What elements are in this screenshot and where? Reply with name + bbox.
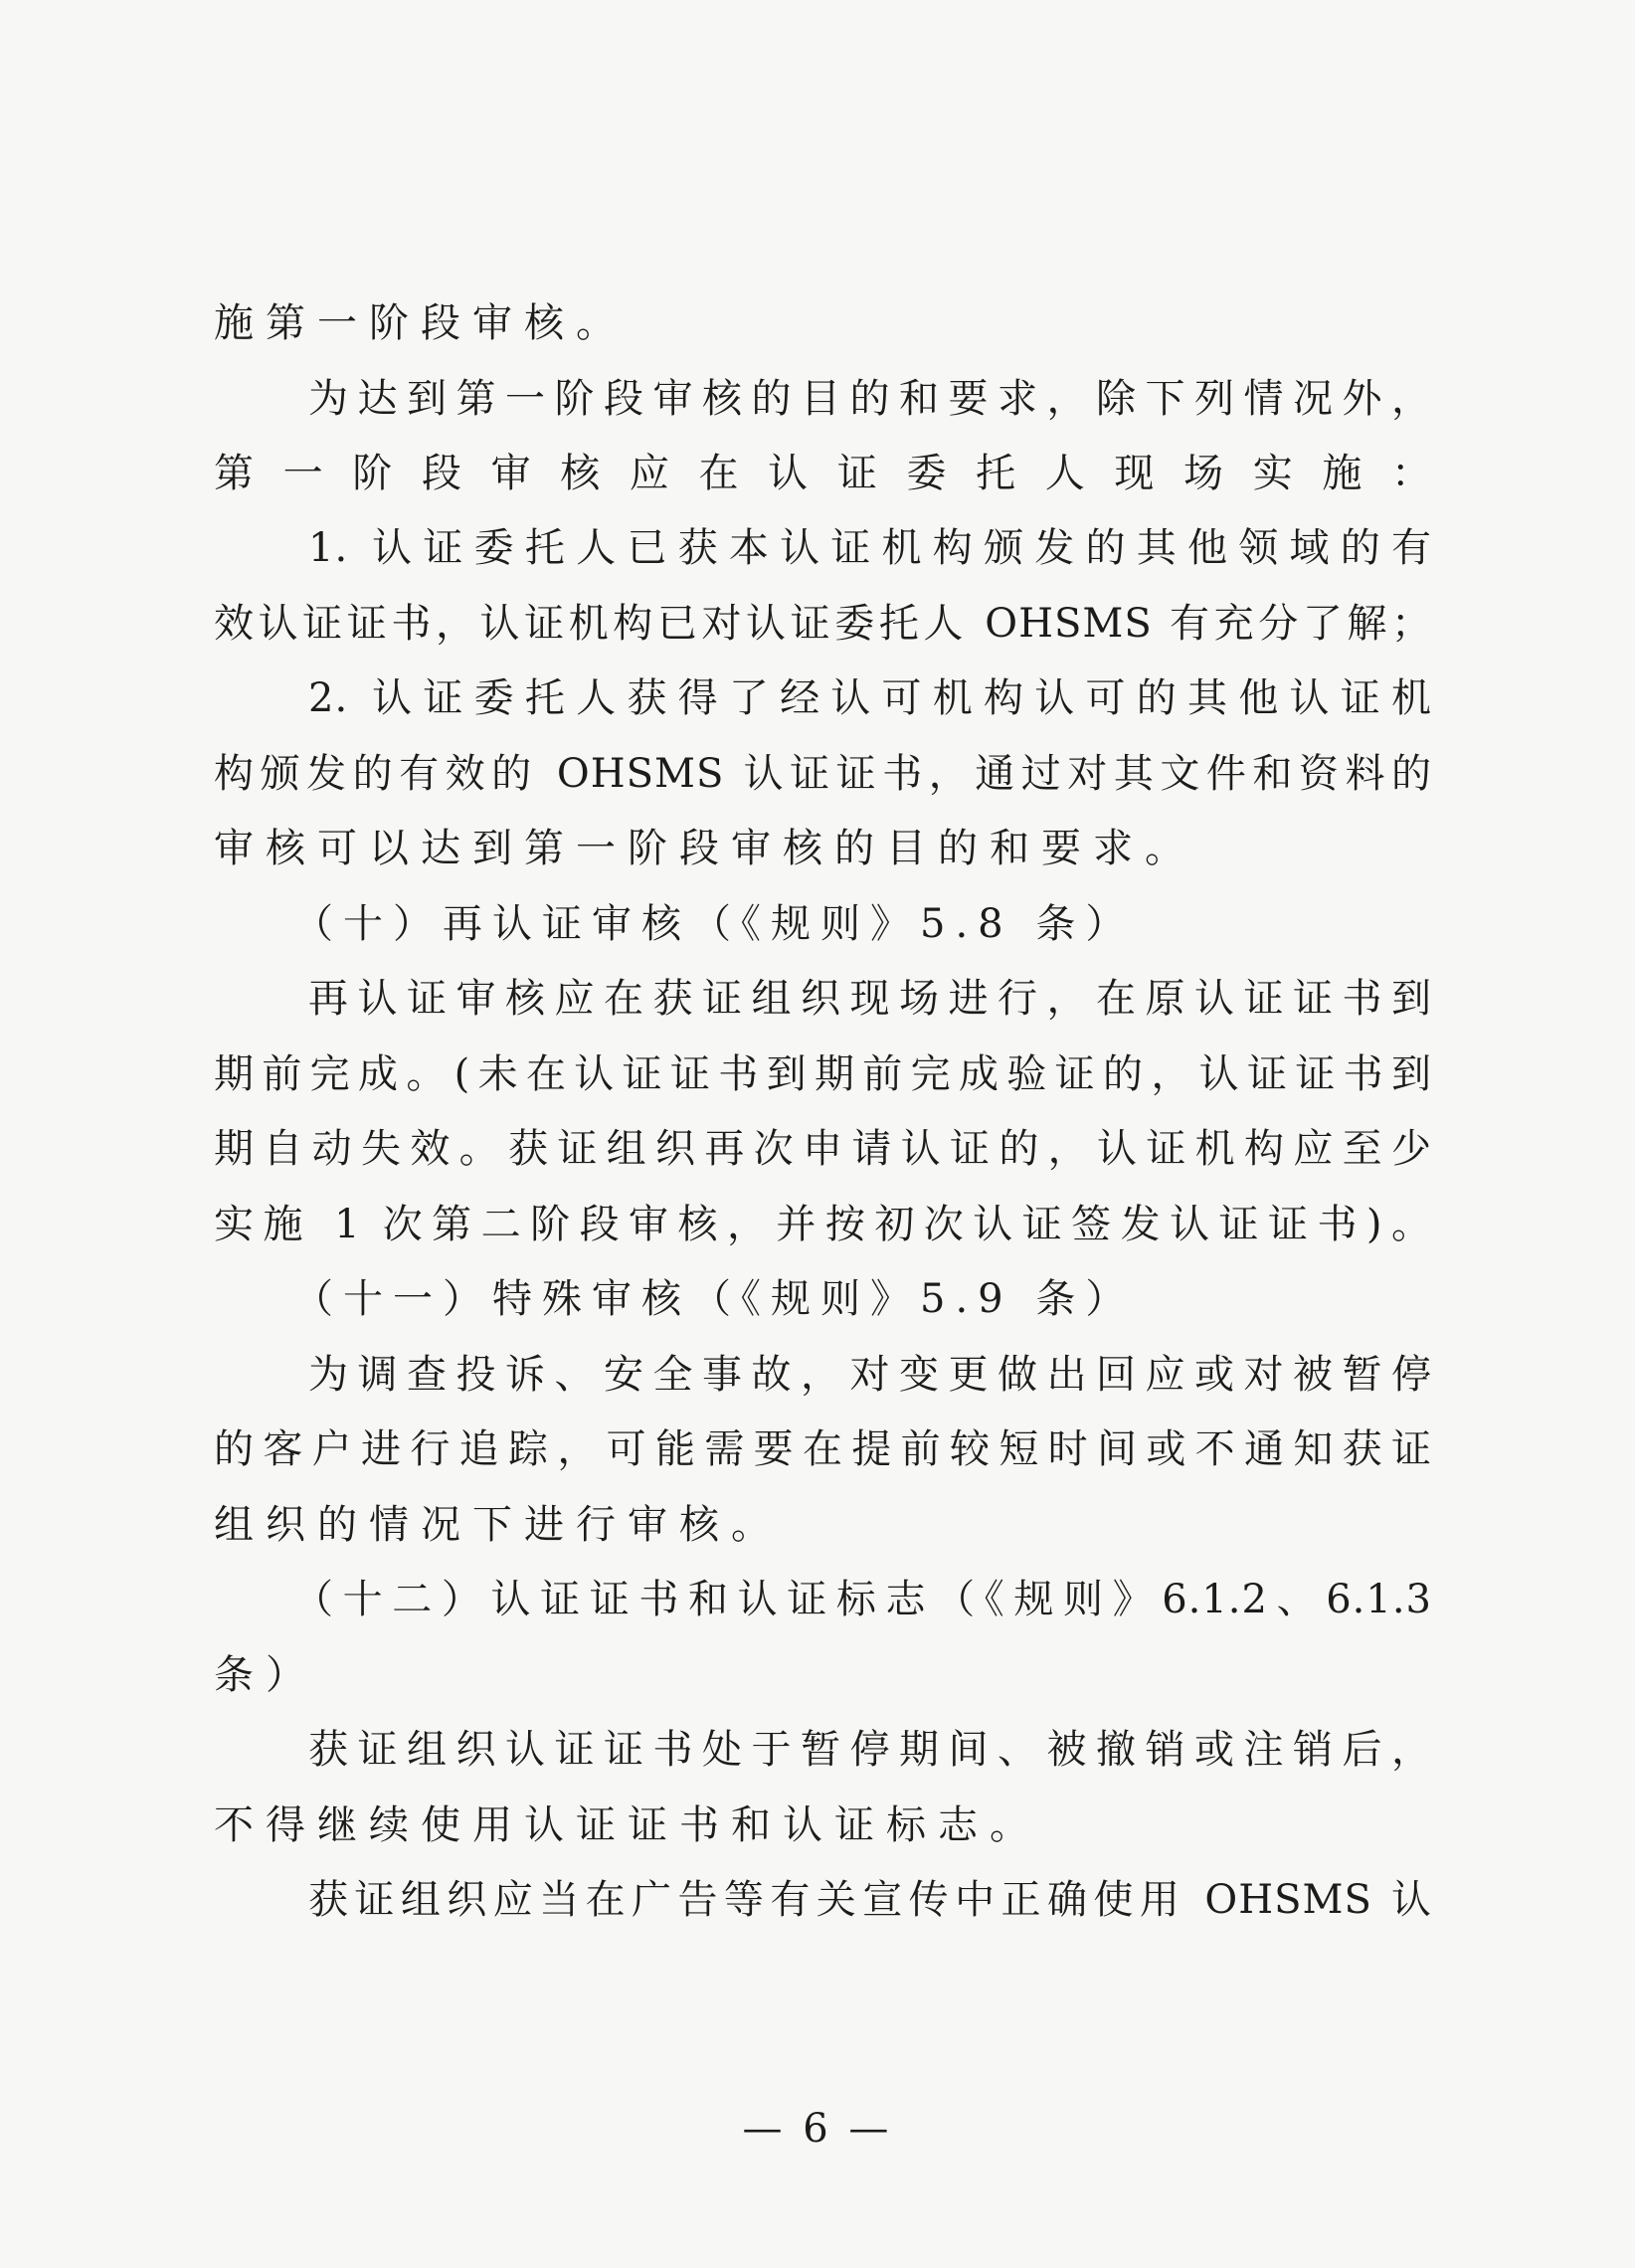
text-line-20: 获证组织认证证书处于暂停期间、被撤销或注销后， bbox=[308, 1727, 1432, 1773]
section-heading-12: （十二）认证证书和认证标志（《规则》6.1.2、6.1.3 bbox=[293, 1577, 1432, 1622]
list-item-2-line-2: 构颁发的有效的 OHSMS 认证证书，通过对其文件和资料的 bbox=[214, 751, 1432, 797]
list-item-1-line-1: 1. 认证委托人已获本认证机构颁发的其他领域的有 bbox=[308, 525, 1432, 571]
list-item-1-line-2: 效认证证书，认证机构已对认证委托人 OHSMS 有充分了解； bbox=[214, 601, 1432, 647]
page-number: — 6 — bbox=[742, 2106, 893, 2152]
text-line-11: 期前完成。(未在认证证书到期前完成验证的，认证证书到 bbox=[214, 1051, 1432, 1097]
text-line-22: 获证组织应当在广告等有关宣传中正确使用 OHSMS 认 bbox=[308, 1877, 1432, 1923]
text-line-16: 的客户进行追踪，可能需要在提前较短时间或不通知获证 bbox=[214, 1426, 1432, 1472]
text-line-15: 为调查投诉、安全事故，对变更做出回应或对被暂停 bbox=[308, 1352, 1432, 1398]
list-item-2-line-3: 审核可以达到第一阶段审核的目的和要求。 bbox=[214, 826, 1196, 871]
text-line-10: 再认证审核应在获证组织现场进行，在原认证证书到 bbox=[308, 976, 1432, 1022]
text-line-17: 组织的情况下进行审核。 bbox=[214, 1502, 783, 1548]
text-line-1: 施第一阶段审核。 bbox=[214, 300, 628, 346]
text-line-21: 不得继续使用认证证书和认证标志。 bbox=[214, 1802, 1041, 1848]
text-line-12: 期自动失效。获证组织再次申请认证的，认证机构应至少 bbox=[214, 1126, 1432, 1172]
section-heading-11: （十一）特殊审核（《规则》5.9 条） bbox=[293, 1276, 1136, 1322]
section-heading-10: （十）再认证审核（《规则》5.8 条） bbox=[293, 901, 1136, 947]
section-heading-12-cont: 条） bbox=[214, 1652, 317, 1698]
list-item-2-line-1: 2. 认证委托人获得了经认可机构认可的其他认证机 bbox=[308, 675, 1432, 721]
text-line-2: 为达到第一阶段审核的目的和要求，除下列情况外， bbox=[308, 376, 1432, 422]
text-line-13: 实施 1 次第二阶段审核，并按初次认证签发认证证书)。 bbox=[214, 1202, 1432, 1247]
text-line-3: 第一阶段审核应在认证委托人现场实施： bbox=[214, 451, 1432, 496]
